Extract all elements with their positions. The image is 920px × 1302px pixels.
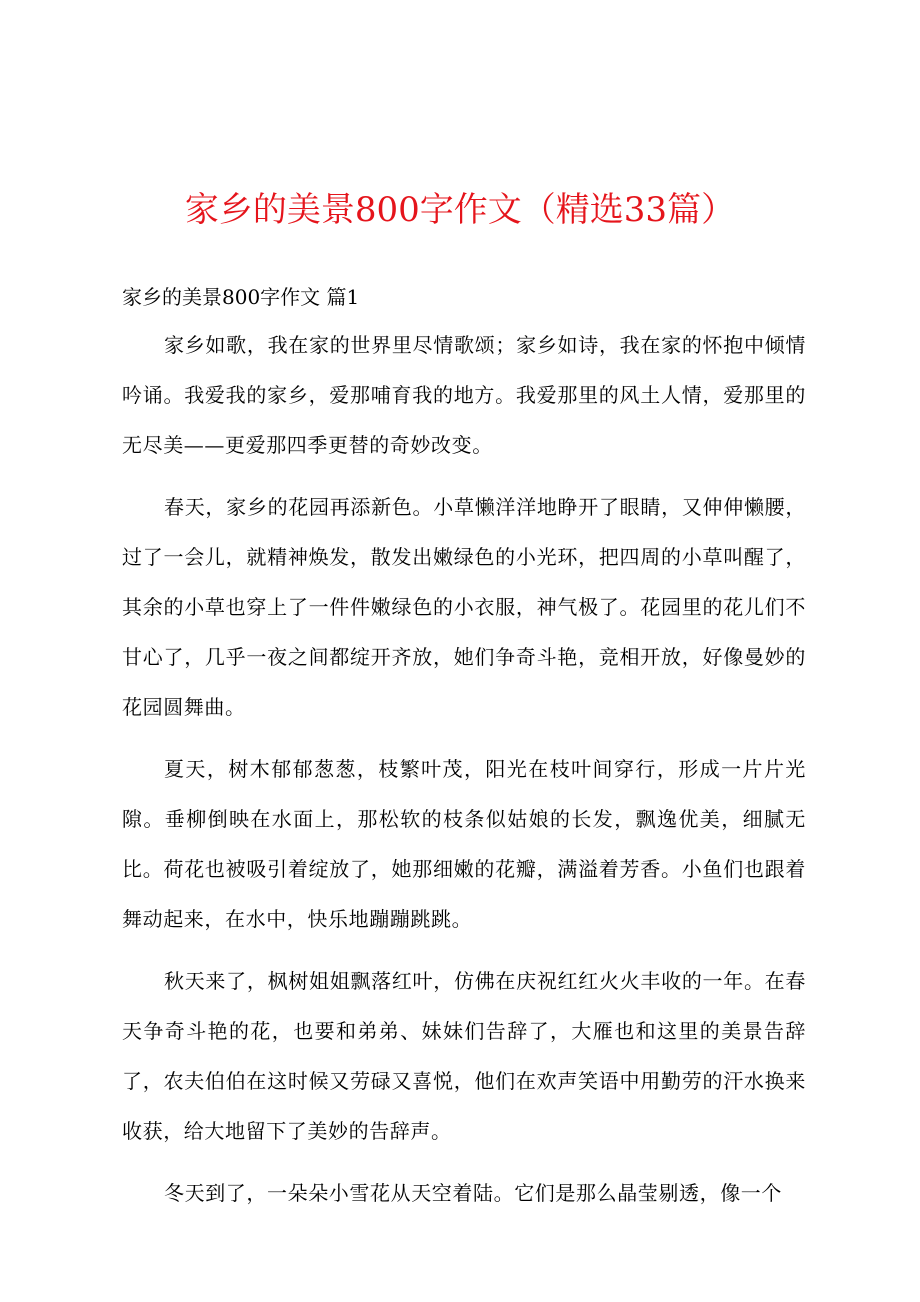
paragraph-autumn: 秋天来了，枫树姐姐飘落红叶，仿佛在庆祝红红火火丰收的一年。在春天争奇斗艳的花，也要和弟弟、妹妹们告辞了，大雁也和这里的美景告辞了，农夫伯伯在这时候又劳碌又喜悦，他们在欢声笑语中用勤劳的汗水换来收获，给大地留下了美妙的告辞声。: [122, 969, 806, 1143]
paragraph-winter: 冬天到了，一朵朵小雪花从天空着陆。它们是那么晶莹剔透，像一个: [164, 1181, 782, 1205]
document-title: 家乡的美景800字作文（精选33篇）: [184, 190, 736, 230]
paragraph-intro: 家乡如歌，我在家的世界里尽情歌颂；家乡如诗，我在家的怀抱中倾情吟诵。我爱我的家乡，爱那哺育我的地方。我爱那里的风土人情，爱那里的无尽美——更爱那四季更替的奇妙改变。: [122, 333, 806, 457]
paragraph-spring: 春天，家乡的花园再添新色。小草懒洋洋地睁开了眼睛，又伸伸懒腰，过了一会儿，就精神焕发，散发出嫩绿色的小光环，把四周的小草叫醒了，其余的小草也穿上了一件件嫩绿色的小衣服，神气极了。花园里的花儿们不甘心了，几乎一夜之间都绽开齐放，她们争奇斗艳，竞相开放，好像曼妙的花园圆舞曲。: [122, 495, 806, 719]
section-heading: 家乡的美景800字作文 篇1: [122, 285, 360, 309]
paragraph-summer: 夏天，树木郁郁葱葱，枝繁叶茂，阳光在枝叶间穿行，形成一片片光隙。垂柳倒映在水面上，那松软的枝条似姑娘的长发，飘逸优美，细腻无比。荷花也被吸引着绽放了，她那细嫩的花瓣，满溢着芳香。小鱼们也跟着舞动起来，在水中，快乐地蹦蹦跳跳。: [122, 757, 806, 931]
article-body: [122, 320, 806, 1230]
